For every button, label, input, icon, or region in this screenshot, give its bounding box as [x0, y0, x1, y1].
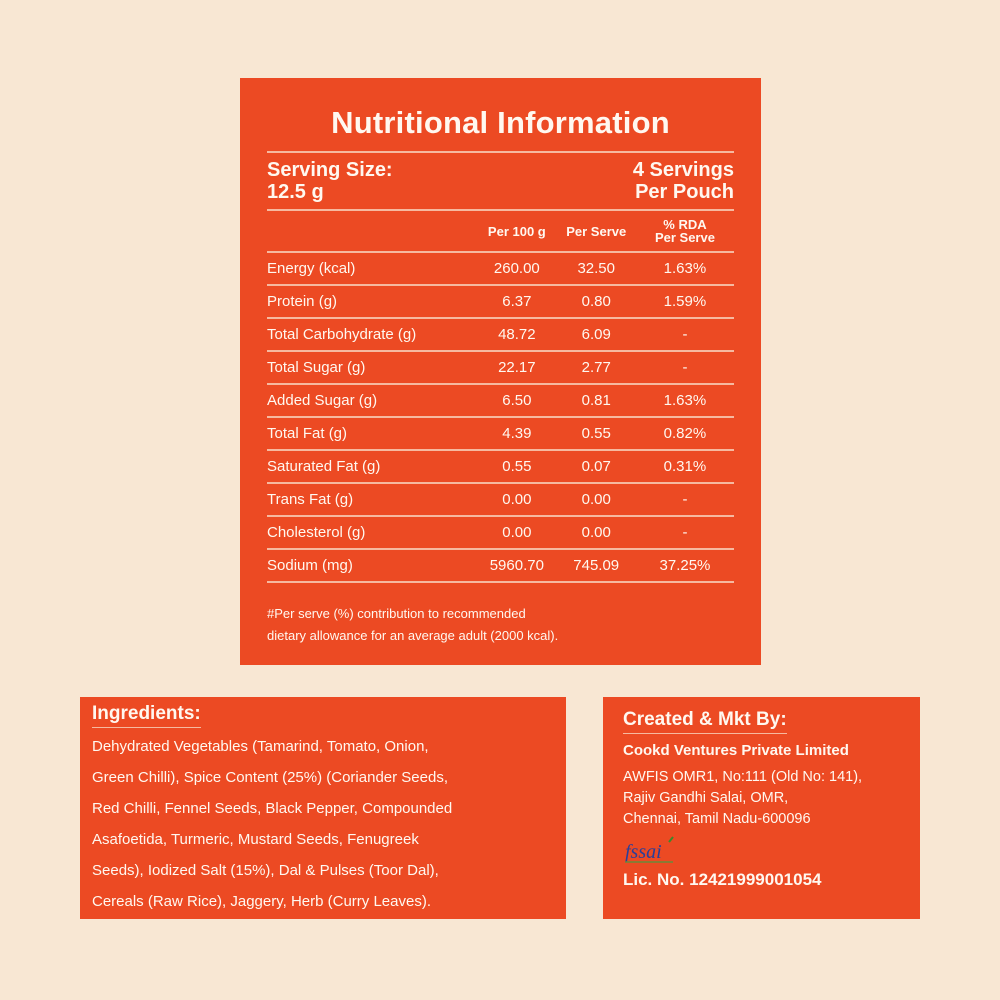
- per-serve-value: 0.07: [557, 450, 636, 483]
- nutrient-name: Total Fat (g): [267, 417, 477, 450]
- per-serve-value: 745.09: [557, 549, 636, 582]
- rda-value: -: [636, 483, 734, 516]
- header-nutrient: [267, 211, 477, 252]
- ingredients-text: [92, 731, 554, 917]
- per-serve-value: 32.50: [557, 252, 636, 285]
- rda-value: -: [636, 516, 734, 549]
- footnote-line: dietary allowance for an average adult (2000 kcal).: [267, 628, 559, 643]
- nutrient-name: Saturated Fat (g): [267, 450, 477, 483]
- servings-count: 4 Servings: [632, 159, 734, 181]
- table-row: [267, 318, 734, 351]
- table-row: [267, 252, 734, 285]
- serving-size-label: Serving Size:: [267, 159, 393, 181]
- rda-value: 1.63%: [636, 384, 734, 417]
- ingredients-line: Cereals (Raw Rice), Jaggery, Herb (Curry Leaves).: [92, 893, 431, 910]
- ingredients-line: Seeds), Iodized Salt (15%), Dal & Pulses (Toor Dal),: [92, 862, 439, 879]
- nutrient-name: Added Sugar (g): [267, 384, 477, 417]
- rda-value: 0.31%: [636, 450, 734, 483]
- nutrient-name: Energy (kcal): [267, 252, 477, 285]
- per-100g-value: 0.00: [477, 516, 556, 549]
- nutrient-name: Cholesterol (g): [267, 516, 477, 549]
- ingredients-line: Red Chilli, Fennel Seeds, Black Pepper, Compounded: [92, 800, 453, 817]
- nutrition-title: Nutritional Information: [331, 105, 670, 140]
- address-line: Rajiv Gandhi Salai, OMR,: [623, 790, 789, 806]
- rda-value: -: [636, 318, 734, 351]
- per-serve-value: 0.80: [557, 285, 636, 318]
- rda-value: 1.63%: [636, 252, 734, 285]
- per-serve-value: 0.00: [557, 483, 636, 516]
- nutrient-name: Protein (g): [267, 285, 477, 318]
- table-row: [267, 516, 734, 549]
- serving-size-value: 12.5 g: [267, 181, 324, 203]
- license-number: Lic. No. 12421999001054: [623, 870, 822, 889]
- ingredients-panel: [80, 697, 566, 919]
- nutrient-name: Total Sugar (g): [267, 351, 477, 384]
- table-row: [267, 450, 734, 483]
- servings-unit: Per Pouch: [635, 181, 734, 203]
- per-100g-value: 6.50: [477, 384, 556, 417]
- per-100g-value: 6.37: [477, 285, 556, 318]
- table-header: [267, 211, 734, 252]
- rda-value: 37.25%: [636, 549, 734, 582]
- per-serve-value: 0.00: [557, 516, 636, 549]
- fssai-logo-icon: [623, 836, 683, 866]
- per-100g-value: 0.00: [477, 483, 556, 516]
- per-serve-value: 6.09: [557, 318, 636, 351]
- manufacturer-panel: [603, 697, 920, 919]
- nutrient-name: Trans Fat (g): [267, 483, 477, 516]
- table-row: [267, 384, 734, 417]
- table-row: [267, 285, 734, 318]
- header-per-serve: Per Serve: [557, 211, 636, 252]
- per-100g-value: 48.72: [477, 318, 556, 351]
- nutrient-name: Sodium (mg): [267, 549, 477, 582]
- nutrient-name: Total Carbohydrate (g): [267, 318, 477, 351]
- header-rda-line2: Per Serve: [654, 230, 715, 245]
- header-rda: [636, 211, 734, 252]
- nutrition-table: [267, 211, 734, 583]
- table-row: [267, 351, 734, 384]
- ingredients-line: Dehydrated Vegetables (Tamarind, Tomato, Onion,: [92, 738, 429, 755]
- serving-info: [267, 153, 734, 209]
- ingredients-line: Green Chilli), Spice Content (25%) (Coriander Seeds,: [92, 769, 448, 786]
- per-serve-value: 0.55: [557, 417, 636, 450]
- fssai-logo-text: fssai: [625, 841, 662, 863]
- per-100g-value: 260.00: [477, 252, 556, 285]
- rda-value: -: [636, 351, 734, 384]
- footnote-line: #Per serve (%) contribution to recommended: [267, 606, 526, 621]
- header-rda-line1: % RDA: [663, 217, 707, 232]
- company-name: Cookd Ventures Private Limited: [623, 742, 849, 759]
- per-100g-value: 5960.70: [477, 549, 556, 582]
- per-100g-value: 22.17: [477, 351, 556, 384]
- manufacturer-heading: Created & Mkt By:: [623, 709, 787, 734]
- nutrition-panel: [240, 78, 761, 665]
- ingredients-heading: Ingredients:: [92, 703, 201, 728]
- rda-footnote: [267, 603, 734, 647]
- per-serve-value: 0.81: [557, 384, 636, 417]
- rda-value: 1.59%: [636, 285, 734, 318]
- rda-value: 0.82%: [636, 417, 734, 450]
- per-serve-value: 2.77: [557, 351, 636, 384]
- header-per-100g: Per 100 g: [477, 211, 556, 252]
- table-row: [267, 483, 734, 516]
- table-row: [267, 417, 734, 450]
- table-row: [267, 549, 734, 582]
- per-100g-value: 4.39: [477, 417, 556, 450]
- address-line: AWFIS OMR1, No:111 (Old No: 141),: [623, 769, 863, 785]
- address-line: Chennai, Tamil Nadu-600096: [623, 811, 811, 827]
- ingredients-line: Asafoetida, Turmeric, Mustard Seeds, Fenugreek: [92, 831, 419, 848]
- fssai-logo: [623, 836, 900, 866]
- per-100g-value: 0.55: [477, 450, 556, 483]
- company-address: [623, 767, 900, 830]
